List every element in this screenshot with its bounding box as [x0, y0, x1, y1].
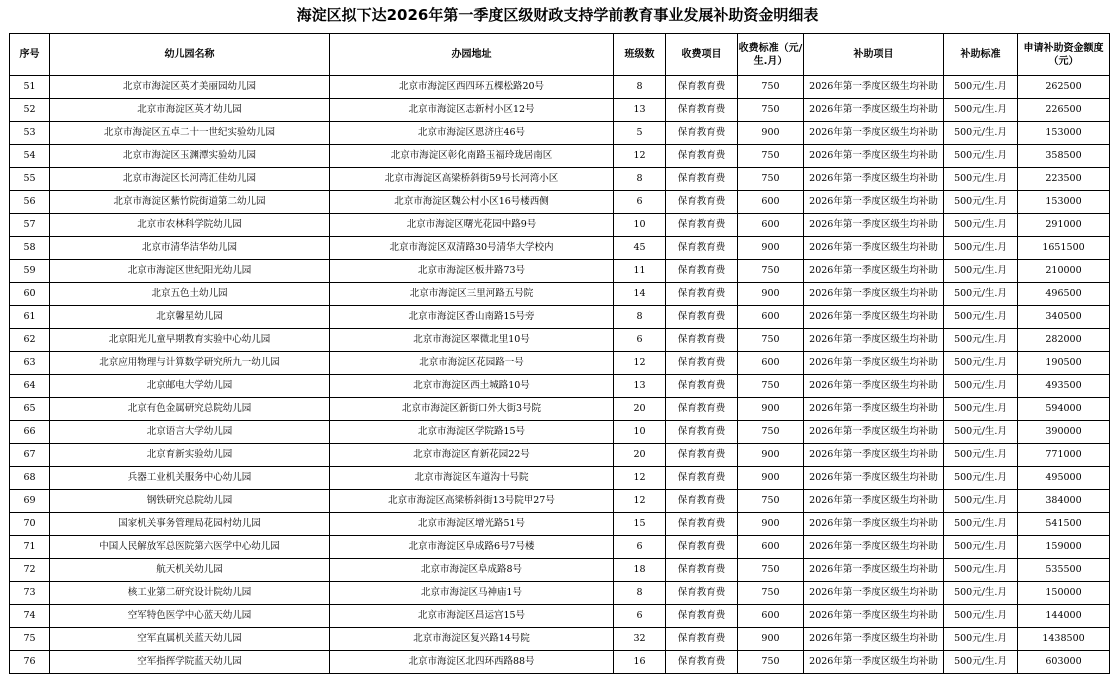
cell-kindergarten-name: 北京市海淀区长河湾汇佳幼儿园: [50, 168, 330, 191]
cell-subsidy-amount: 535500: [1018, 559, 1110, 582]
header-kindergarten-name: 幼儿园名称: [50, 34, 330, 76]
cell-class-count: 32: [614, 628, 666, 651]
cell-address: 北京市海淀区育新花园22号: [330, 444, 614, 467]
cell-subsidy-item: 2026年第一季度区级生均补助: [804, 536, 944, 559]
cell-kindergarten-name: 北京五色土幼儿园: [50, 283, 330, 306]
cell-kindergarten-name: 航天机关幼儿园: [50, 559, 330, 582]
cell-kindergarten-name: 北京阳光儿童早期教育实验中心幼儿园: [50, 329, 330, 352]
cell-subsidy-standard: 500元/生.月: [944, 168, 1018, 191]
cell-subsidy-standard: 500元/生.月: [944, 467, 1018, 490]
cell-subsidy-item: 2026年第一季度区级生均补助: [804, 122, 944, 145]
cell-address: 北京市海淀区香山南路15号旁: [330, 306, 614, 329]
cell-subsidy-item: 2026年第一季度区级生均补助: [804, 605, 944, 628]
cell-fee-item: 保育教育费: [666, 444, 738, 467]
cell-fee-standard: 750: [738, 329, 804, 352]
cell-class-count: 5: [614, 122, 666, 145]
cell-kindergarten-name: 空军指挥学院蓝天幼儿园: [50, 651, 330, 674]
table-row: [10, 214, 1110, 237]
cell-subsidy-item: 2026年第一季度区级生均补助: [804, 490, 944, 513]
cell-kindergarten-name: 北京育新实验幼儿园: [50, 444, 330, 467]
cell-subsidy-standard: 500元/生.月: [944, 582, 1018, 605]
cell-index: 61: [10, 306, 50, 329]
cell-subsidy-standard: 500元/生.月: [944, 444, 1018, 467]
cell-fee-standard: 600: [738, 306, 804, 329]
cell-address: 北京市海淀区昌运宫15号: [330, 605, 614, 628]
cell-class-count: 6: [614, 329, 666, 352]
cell-kindergarten-name: 北京馨星幼儿园: [50, 306, 330, 329]
cell-kindergarten-name: 核工业第二研究设计院幼儿园: [50, 582, 330, 605]
cell-fee-item: 保育教育费: [666, 421, 738, 444]
cell-subsidy-standard: 500元/生.月: [944, 260, 1018, 283]
cell-fee-item: 保育教育费: [666, 467, 738, 490]
cell-subsidy-item: 2026年第一季度区级生均补助: [804, 375, 944, 398]
cell-subsidy-item: 2026年第一季度区级生均补助: [804, 145, 944, 168]
cell-subsidy-standard: 500元/生.月: [944, 214, 1018, 237]
cell-kindergarten-name: 空军特色医学中心蓝天幼儿园: [50, 605, 330, 628]
cell-subsidy-amount: 358500: [1018, 145, 1110, 168]
cell-address: 北京市海淀区车道沟十号院: [330, 467, 614, 490]
cell-subsidy-standard: 500元/生.月: [944, 375, 1018, 398]
cell-index: 73: [10, 582, 50, 605]
header-fee-standard: 收费标准（元/生.月）: [738, 34, 804, 76]
cell-subsidy-standard: 500元/生.月: [944, 76, 1018, 99]
cell-fee-item: 保育教育费: [666, 559, 738, 582]
cell-subsidy-standard: 500元/生.月: [944, 99, 1018, 122]
cell-fee-standard: 750: [738, 651, 804, 674]
cell-fee-standard: 750: [738, 375, 804, 398]
cell-subsidy-amount: 144000: [1018, 605, 1110, 628]
cell-fee-item: 保育教育费: [666, 490, 738, 513]
cell-class-count: 15: [614, 513, 666, 536]
cell-fee-standard: 900: [738, 467, 804, 490]
cell-address: 北京市海淀区增光路51号: [330, 513, 614, 536]
cell-subsidy-amount: 150000: [1018, 582, 1110, 605]
cell-class-count: 13: [614, 99, 666, 122]
cell-fee-item: 保育教育费: [666, 260, 738, 283]
header-class-count: 班级数: [614, 34, 666, 76]
cell-kindergarten-name: 北京市海淀区五卓二十一世纪实验幼儿园: [50, 122, 330, 145]
cell-subsidy-item: 2026年第一季度区级生均补助: [804, 191, 944, 214]
table-row: [10, 375, 1110, 398]
cell-subsidy-amount: 496500: [1018, 283, 1110, 306]
cell-index: 66: [10, 421, 50, 444]
cell-index: 68: [10, 467, 50, 490]
cell-subsidy-standard: 500元/生.月: [944, 536, 1018, 559]
cell-subsidy-amount: 190500: [1018, 352, 1110, 375]
header-subsidy-amount: 申请补助资金额度（元）: [1018, 34, 1110, 76]
cell-index: 65: [10, 398, 50, 421]
cell-subsidy-item: 2026年第一季度区级生均补助: [804, 513, 944, 536]
cell-fee-item: 保育教育费: [666, 122, 738, 145]
header-subsidy-standard: 补助标准: [944, 34, 1018, 76]
cell-fee-standard: 900: [738, 513, 804, 536]
cell-subsidy-item: 2026年第一季度区级生均补助: [804, 329, 944, 352]
cell-index: 72: [10, 559, 50, 582]
cell-fee-item: 保育教育费: [666, 237, 738, 260]
cell-subsidy-amount: 541500: [1018, 513, 1110, 536]
cell-subsidy-standard: 500元/生.月: [944, 605, 1018, 628]
cell-subsidy-standard: 500元/生.月: [944, 513, 1018, 536]
cell-subsidy-item: 2026年第一季度区级生均补助: [804, 283, 944, 306]
cell-subsidy-item: 2026年第一季度区级生均补助: [804, 306, 944, 329]
cell-subsidy-standard: 500元/生.月: [944, 421, 1018, 444]
table-row: [10, 352, 1110, 375]
subsidy-table: [9, 33, 1110, 674]
cell-address: 北京市海淀区马神庙1号: [330, 582, 614, 605]
cell-subsidy-standard: 500元/生.月: [944, 490, 1018, 513]
cell-subsidy-item: 2026年第一季度区级生均补助: [804, 398, 944, 421]
cell-class-count: 12: [614, 145, 666, 168]
cell-subsidy-standard: 500元/生.月: [944, 306, 1018, 329]
cell-address: 北京市海淀区学院路15号: [330, 421, 614, 444]
cell-kindergarten-name: 兵器工业机关服务中心幼儿园: [50, 467, 330, 490]
cell-subsidy-amount: 390000: [1018, 421, 1110, 444]
cell-subsidy-standard: 500元/生.月: [944, 352, 1018, 375]
cell-subsidy-item: 2026年第一季度区级生均补助: [804, 444, 944, 467]
cell-class-count: 6: [614, 536, 666, 559]
table-row: [10, 513, 1110, 536]
table-row: [10, 145, 1110, 168]
table-row: [10, 76, 1110, 99]
cell-subsidy-amount: 384000: [1018, 490, 1110, 513]
cell-index: 63: [10, 352, 50, 375]
cell-fee-item: 保育教育费: [666, 513, 738, 536]
cell-fee-item: 保育教育费: [666, 628, 738, 651]
cell-fee-item: 保育教育费: [666, 352, 738, 375]
cell-kindergarten-name: 钢铁研究总院幼儿园: [50, 490, 330, 513]
table-row: [10, 237, 1110, 260]
cell-address: 北京市海淀区志新村小区12号: [330, 99, 614, 122]
cell-subsidy-amount: 594000: [1018, 398, 1110, 421]
cell-class-count: 6: [614, 605, 666, 628]
cell-index: 58: [10, 237, 50, 260]
cell-address: 北京市海淀区三里河路五号院: [330, 283, 614, 306]
cell-kindergarten-name: 北京市海淀区英才幼儿园: [50, 99, 330, 122]
cell-index: 60: [10, 283, 50, 306]
cell-class-count: 6: [614, 191, 666, 214]
cell-fee-standard: 900: [738, 398, 804, 421]
cell-class-count: 12: [614, 352, 666, 375]
cell-index: 75: [10, 628, 50, 651]
cell-class-count: 18: [614, 559, 666, 582]
cell-index: 74: [10, 605, 50, 628]
table-row: [10, 490, 1110, 513]
cell-subsidy-standard: 500元/生.月: [944, 398, 1018, 421]
cell-fee-item: 保育教育费: [666, 76, 738, 99]
cell-class-count: 8: [614, 76, 666, 99]
page-title: 海淀区拟下达2026年第一季度区级财政支持学前教育事业发展补助资金明细表: [296, 6, 819, 24]
cell-address: 北京市海淀区西土城路10号: [330, 375, 614, 398]
cell-class-count: 20: [614, 444, 666, 467]
cell-subsidy-amount: 226500: [1018, 99, 1110, 122]
cell-index: 64: [10, 375, 50, 398]
cell-subsidy-item: 2026年第一季度区级生均补助: [804, 214, 944, 237]
cell-class-count: 20: [614, 398, 666, 421]
table-row: [10, 536, 1110, 559]
cell-subsidy-item: 2026年第一季度区级生均补助: [804, 421, 944, 444]
cell-fee-standard: 750: [738, 145, 804, 168]
cell-address: 北京市海淀区魏公村小区16号楼西侧: [330, 191, 614, 214]
cell-address: 北京市海淀区彰化南路玉福玲珑居南区: [330, 145, 614, 168]
cell-address: 北京市海淀区阜成路6号7号楼: [330, 536, 614, 559]
cell-subsidy-item: 2026年第一季度区级生均补助: [804, 559, 944, 582]
cell-fee-standard: 900: [738, 237, 804, 260]
cell-subsidy-standard: 500元/生.月: [944, 145, 1018, 168]
cell-subsidy-item: 2026年第一季度区级生均补助: [804, 467, 944, 490]
cell-index: 76: [10, 651, 50, 674]
cell-kindergarten-name: 北京市海淀区世纪阳光幼儿园: [50, 260, 330, 283]
table-row: [10, 582, 1110, 605]
cell-fee-item: 保育教育费: [666, 651, 738, 674]
cell-class-count: 13: [614, 375, 666, 398]
table-row: [10, 329, 1110, 352]
cell-fee-item: 保育教育费: [666, 306, 738, 329]
cell-fee-standard: 600: [738, 214, 804, 237]
table-row: [10, 99, 1110, 122]
header-subsidy-item: 补助项目: [804, 34, 944, 76]
cell-subsidy-amount: 340500: [1018, 306, 1110, 329]
cell-kindergarten-name: 北京有色金属研究总院幼儿园: [50, 398, 330, 421]
cell-fee-standard: 750: [738, 490, 804, 513]
cell-index: 67: [10, 444, 50, 467]
cell-index: 56: [10, 191, 50, 214]
table-row: [10, 421, 1110, 444]
header-address: 办园地址: [330, 34, 614, 76]
cell-address: 北京市海淀区北四环西路88号: [330, 651, 614, 674]
cell-kindergarten-name: 北京语言大学幼儿园: [50, 421, 330, 444]
cell-fee-standard: 600: [738, 352, 804, 375]
cell-fee-standard: 750: [738, 582, 804, 605]
cell-class-count: 14: [614, 283, 666, 306]
cell-subsidy-amount: 495000: [1018, 467, 1110, 490]
cell-index: 54: [10, 145, 50, 168]
cell-fee-standard: 600: [738, 536, 804, 559]
table-row: [10, 260, 1110, 283]
cell-fee-item: 保育教育费: [666, 375, 738, 398]
cell-subsidy-standard: 500元/生.月: [944, 329, 1018, 352]
cell-subsidy-item: 2026年第一季度区级生均补助: [804, 76, 944, 99]
cell-subsidy-amount: 603000: [1018, 651, 1110, 674]
cell-fee-standard: 750: [738, 421, 804, 444]
cell-subsidy-amount: 223500: [1018, 168, 1110, 191]
cell-fee-standard: 900: [738, 628, 804, 651]
cell-fee-standard: 750: [738, 168, 804, 191]
cell-subsidy-standard: 500元/生.月: [944, 628, 1018, 651]
cell-index: 53: [10, 122, 50, 145]
cell-kindergarten-name: 北京市农林科学院幼儿园: [50, 214, 330, 237]
cell-subsidy-amount: 771000: [1018, 444, 1110, 467]
cell-subsidy-amount: 1438500: [1018, 628, 1110, 651]
table-row: [10, 605, 1110, 628]
cell-subsidy-item: 2026年第一季度区级生均补助: [804, 99, 944, 122]
cell-kindergarten-name: 北京邮电大学幼儿园: [50, 375, 330, 398]
cell-class-count: 8: [614, 306, 666, 329]
cell-address: 北京市海淀区双清路30号清华大学校内: [330, 237, 614, 260]
table-row: [10, 444, 1110, 467]
cell-subsidy-item: 2026年第一季度区级生均补助: [804, 260, 944, 283]
cell-class-count: 45: [614, 237, 666, 260]
cell-fee-standard: 900: [738, 283, 804, 306]
cell-fee-item: 保育教育费: [666, 191, 738, 214]
table-row: [10, 191, 1110, 214]
cell-subsidy-amount: 282000: [1018, 329, 1110, 352]
cell-class-count: 8: [614, 168, 666, 191]
cell-address: 北京市海淀区花园路一号: [330, 352, 614, 375]
cell-index: 70: [10, 513, 50, 536]
cell-class-count: 12: [614, 467, 666, 490]
cell-kindergarten-name: 北京市海淀区玉渊潭实验幼儿园: [50, 145, 330, 168]
table-body: [10, 76, 1110, 674]
cell-subsidy-standard: 500元/生.月: [944, 651, 1018, 674]
cell-class-count: 8: [614, 582, 666, 605]
cell-address: 北京市海淀区复兴路14号院: [330, 628, 614, 651]
cell-index: 71: [10, 536, 50, 559]
cell-address: 北京市海淀区高梁桥斜街59号长河湾小区: [330, 168, 614, 191]
cell-fee-standard: 600: [738, 191, 804, 214]
cell-subsidy-item: 2026年第一季度区级生均补助: [804, 237, 944, 260]
cell-fee-item: 保育教育费: [666, 329, 738, 352]
cell-subsidy-amount: 153000: [1018, 191, 1110, 214]
cell-kindergarten-name: 中国人民解放军总医院第六医学中心幼儿园: [50, 536, 330, 559]
cell-class-count: 16: [614, 651, 666, 674]
table-row: [10, 651, 1110, 674]
cell-kindergarten-name: 北京市海淀区英才美丽园幼儿园: [50, 76, 330, 99]
cell-address: 北京市海淀区西四环五棵松路20号: [330, 76, 614, 99]
cell-index: 51: [10, 76, 50, 99]
cell-fee-standard: 750: [738, 99, 804, 122]
cell-subsidy-amount: 210000: [1018, 260, 1110, 283]
cell-fee-item: 保育教育费: [666, 168, 738, 191]
table-row: [10, 306, 1110, 329]
cell-fee-standard: 750: [738, 260, 804, 283]
cell-class-count: 10: [614, 214, 666, 237]
cell-subsidy-item: 2026年第一季度区级生均补助: [804, 628, 944, 651]
cell-index: 59: [10, 260, 50, 283]
cell-kindergarten-name: 北京应用物理与计算数学研究所九一幼儿园: [50, 352, 330, 375]
cell-subsidy-amount: 493500: [1018, 375, 1110, 398]
cell-subsidy-standard: 500元/生.月: [944, 283, 1018, 306]
cell-index: 52: [10, 99, 50, 122]
cell-fee-item: 保育教育费: [666, 214, 738, 237]
cell-class-count: 12: [614, 490, 666, 513]
cell-class-count: 11: [614, 260, 666, 283]
cell-index: 69: [10, 490, 50, 513]
table-row: [10, 168, 1110, 191]
cell-fee-standard: 600: [738, 605, 804, 628]
table-row: [10, 398, 1110, 421]
cell-fee-item: 保育教育费: [666, 398, 738, 421]
cell-subsidy-amount: 1651500: [1018, 237, 1110, 260]
cell-subsidy-amount: 262500: [1018, 76, 1110, 99]
cell-index: 55: [10, 168, 50, 191]
cell-subsidy-item: 2026年第一季度区级生均补助: [804, 168, 944, 191]
cell-index: 62: [10, 329, 50, 352]
cell-subsidy-standard: 500元/生.月: [944, 559, 1018, 582]
cell-index: 57: [10, 214, 50, 237]
cell-subsidy-amount: 153000: [1018, 122, 1110, 145]
header-fee-item: 收费项目: [666, 34, 738, 76]
table-row: [10, 628, 1110, 651]
cell-subsidy-standard: 500元/生.月: [944, 122, 1018, 145]
cell-address: 北京市海淀区翠微北里10号: [330, 329, 614, 352]
cell-address: 北京市海淀区恩济庄46号: [330, 122, 614, 145]
cell-subsidy-amount: 159000: [1018, 536, 1110, 559]
cell-kindergarten-name: 北京市海淀区紫竹院街道第二幼儿园: [50, 191, 330, 214]
cell-fee-item: 保育教育费: [666, 605, 738, 628]
cell-address: 北京市海淀区曙光花园中路9号: [330, 214, 614, 237]
cell-fee-item: 保育教育费: [666, 99, 738, 122]
cell-fee-item: 保育教育费: [666, 536, 738, 559]
cell-kindergarten-name: 北京市清华洁华幼儿园: [50, 237, 330, 260]
cell-address: 北京市海淀区板井路73号: [330, 260, 614, 283]
cell-class-count: 10: [614, 421, 666, 444]
cell-subsidy-item: 2026年第一季度区级生均补助: [804, 352, 944, 375]
header-index: 序号: [10, 34, 50, 76]
cell-subsidy-standard: 500元/生.月: [944, 191, 1018, 214]
header-row: [10, 34, 1110, 76]
cell-fee-standard: 750: [738, 559, 804, 582]
cell-fee-standard: 750: [738, 76, 804, 99]
cell-fee-standard: 900: [738, 444, 804, 467]
cell-kindergarten-name: 空军直属机关蓝天幼儿园: [50, 628, 330, 651]
cell-fee-item: 保育教育费: [666, 283, 738, 306]
cell-fee-item: 保育教育费: [666, 145, 738, 168]
cell-fee-item: 保育教育费: [666, 582, 738, 605]
table-row: [10, 559, 1110, 582]
table-row: [10, 283, 1110, 306]
cell-address: 北京市海淀区阜成路8号: [330, 559, 614, 582]
table-row: [10, 122, 1110, 145]
cell-kindergarten-name: 国家机关事务管理局花园村幼儿园: [50, 513, 330, 536]
cell-address: 北京市海淀区高梁桥斜街13号院甲27号: [330, 490, 614, 513]
cell-subsidy-standard: 500元/生.月: [944, 237, 1018, 260]
cell-fee-standard: 900: [738, 122, 804, 145]
cell-subsidy-item: 2026年第一季度区级生均补助: [804, 651, 944, 674]
table-row: [10, 467, 1110, 490]
cell-subsidy-amount: 291000: [1018, 214, 1110, 237]
cell-subsidy-item: 2026年第一季度区级生均补助: [804, 582, 944, 605]
cell-address: 北京市海淀区新街口外大街3号院: [330, 398, 614, 421]
